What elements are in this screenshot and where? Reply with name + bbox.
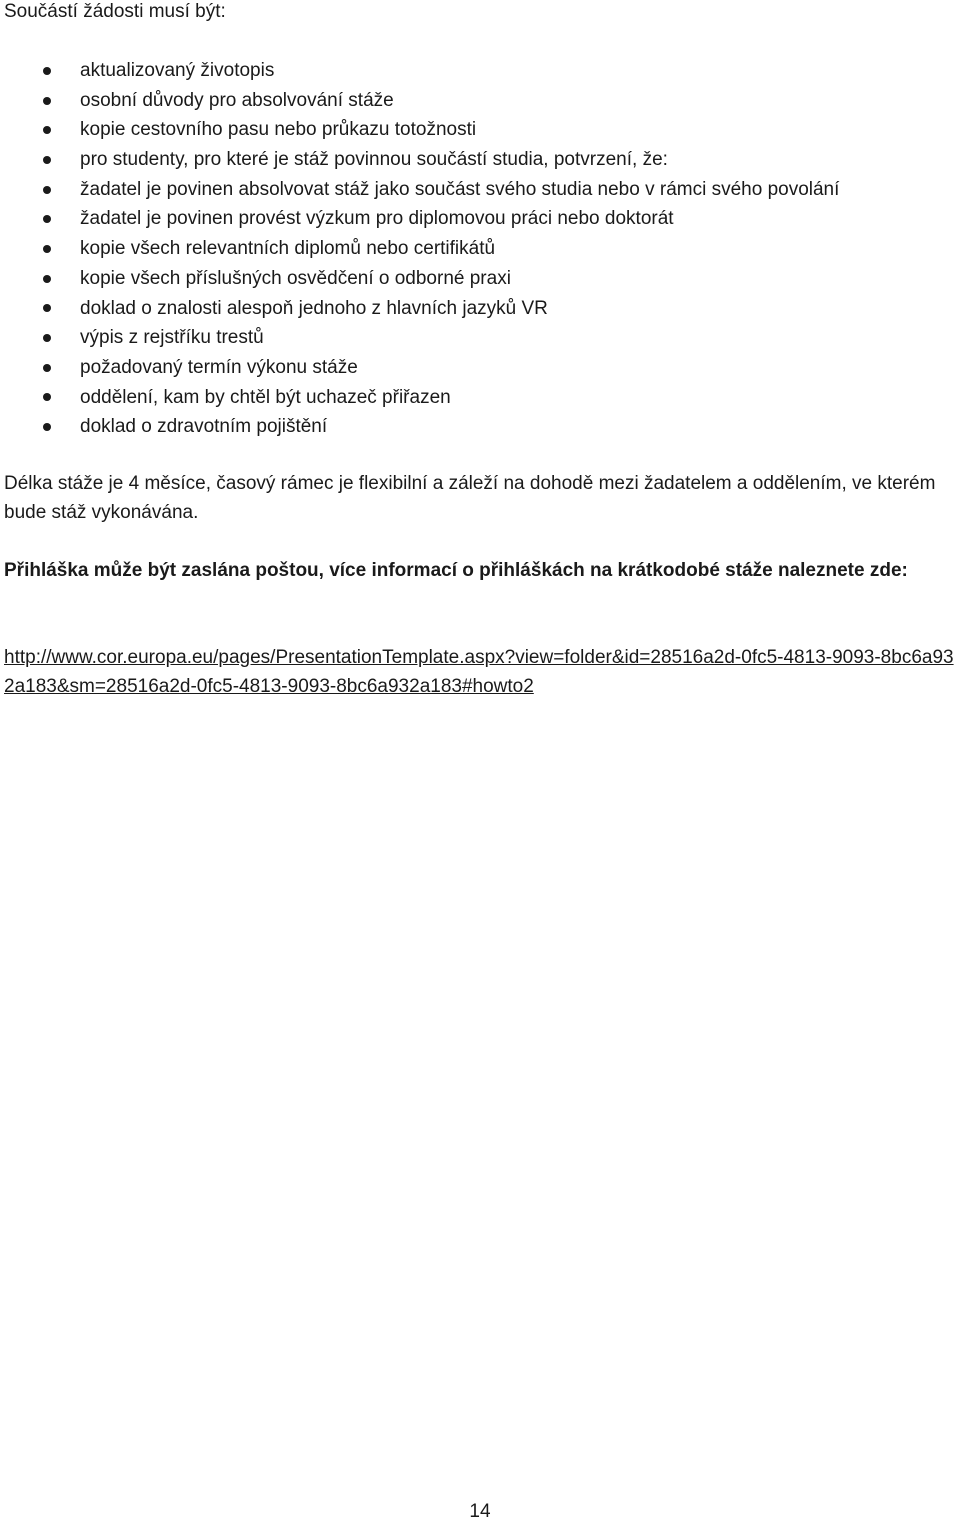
list-item — [0, 56, 960, 86]
list-item-text: výpis z rejstříku trestů — [80, 327, 264, 349]
list-item — [0, 115, 960, 145]
bullet-icon — [43, 186, 51, 194]
list-item-text: osobní důvody pro absolvování stáže — [80, 89, 394, 111]
bullet-icon — [43, 67, 51, 75]
info-link[interactable]: http://www.cor.europa.eu/pages/PresentationTemplate.aspx?view=folder&id=28516a2d-0fc5-4813-9093-8bc6a932a183&sm=28516a2d-0fc5-4813-9093-8bc6a932a183#howto2 — [4, 647, 954, 697]
bullet-icon — [43, 393, 51, 401]
list-item-text: žadatel je povinen absolvovat stáž jako součást svého studia nebo v rámci svého povolání — [80, 178, 840, 200]
list-item-text: kopie cestovního pasu nebo průkazu totožnosti — [80, 119, 477, 141]
list-item-text: žadatel je povinen provést výzkum pro diplomovou práci nebo doktorát — [80, 208, 674, 230]
list-item-text: aktualizovaný životopis — [80, 60, 275, 81]
list-item-text: kopie všech relevantních diplomů nebo certifikátů — [80, 238, 496, 260]
list-item — [0, 353, 960, 383]
list-item — [0, 204, 960, 234]
duration-paragraph: Délka stáže je 4 měsíce, časový rámec je flexibilní a záleží na dohodě mezi žadatelem a oddělením, ve kterém bude stáž vykonávána. — [4, 473, 936, 523]
list-item-text: doklad o znalosti alespoň jednoho z hlavních jazyků VR — [80, 297, 548, 319]
list-item — [0, 234, 960, 264]
bullet-icon — [43, 156, 51, 164]
list-item-text: oddělení, kam by chtěl být uchazeč přiřazen — [80, 386, 451, 408]
bullet-icon — [43, 215, 51, 223]
list-item — [0, 383, 960, 413]
list-item — [0, 175, 960, 205]
bullet-icon — [43, 304, 51, 312]
list-item — [0, 323, 960, 353]
application-paragraph: Přihláška může být zaslána poštou, více informací o přihláškách na krátkodobé stáže naleznete zde: — [4, 560, 908, 581]
bullet-icon — [43, 423, 51, 431]
bullet-icon — [43, 364, 51, 372]
bullet-icon — [43, 126, 51, 134]
list-item — [0, 412, 960, 442]
bullet-icon — [43, 275, 51, 283]
requirements-list — [0, 56, 960, 442]
bullet-icon — [43, 245, 51, 253]
list-item-text: požadovaný termín výkonu stáže — [80, 356, 358, 378]
bullet-icon — [43, 334, 51, 342]
link-paragraph — [4, 643, 956, 701]
list-item-text: doklad o zdravotním pojištění — [80, 416, 328, 438]
list-item — [0, 86, 960, 116]
page-number: 14 — [469, 1501, 491, 1522]
section-heading: Součástí žádosti musí být: — [4, 1, 226, 22]
bullet-icon — [43, 97, 51, 105]
list-item-text: pro studenty, pro které je stáž povinnou součástí studia, potvrzení, že: — [80, 149, 668, 171]
list-item — [0, 145, 960, 175]
list-item — [0, 264, 960, 294]
list-item-text: kopie všech příslušných osvědčení o odborné praxi — [80, 267, 511, 289]
list-item — [0, 294, 960, 324]
